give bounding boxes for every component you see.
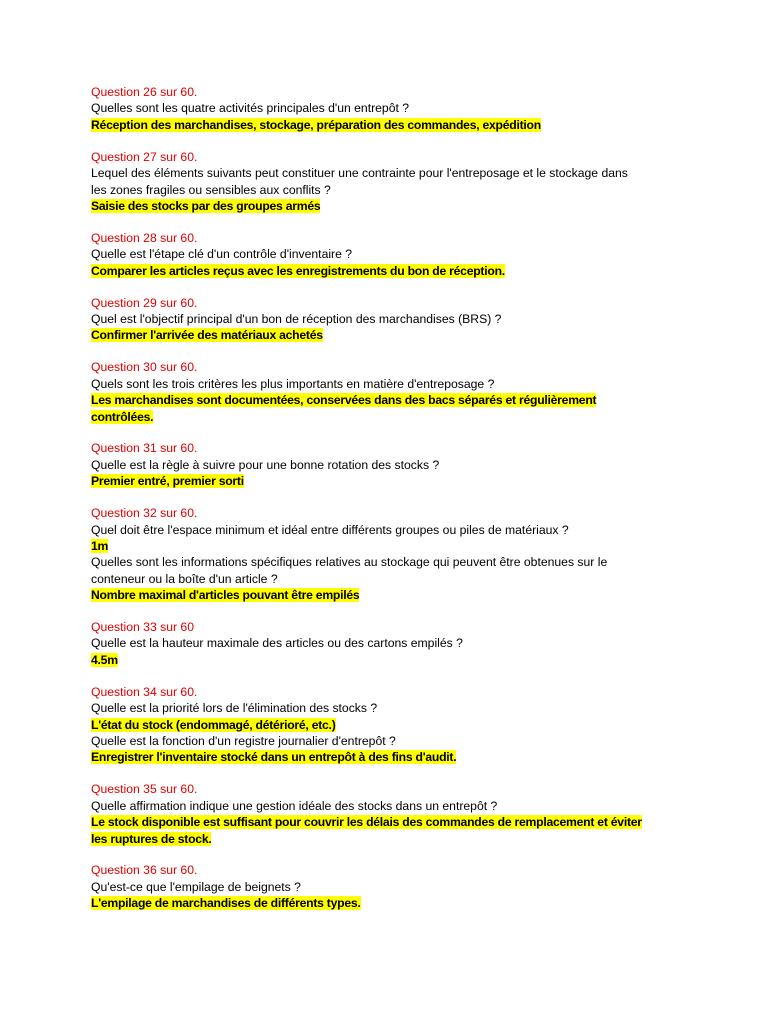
question-number: Question 31 sur 60. [91,441,198,456]
answer-line [91,392,681,408]
question-number: Question 35 sur 60. [91,782,198,797]
answer-line [91,587,681,603]
question-number: Question 34 sur 60. [91,684,198,699]
question-block [91,149,681,215]
question-text: Quelle est la fonction d'un registre journalier d'entrepôt ? [91,734,396,748]
question-text: conteneur ou la boîte d'un article ? [91,571,278,586]
highlighted-answer: 1m [91,538,109,553]
question-number: Question 27 sur 60. [91,149,198,164]
highlighted-answer: 4.5m [91,652,118,667]
highlighted-answer: Confirmer l'arrivée des matériaux achetés [91,328,323,343]
question-text: les zones fragiles ou sensibles aux conflits ? [91,182,331,197]
answer-line [91,895,681,911]
question-number: Question 32 sur 60. [91,506,198,521]
question-number: Question 29 sur 60. [91,295,198,310]
answer-line [91,117,681,133]
question-number: Question 30 sur 60. [91,360,198,375]
question-block [91,619,681,668]
question-text: Quelle est la hauteur maximale des articles ou des cartons empilés ? [91,636,463,651]
answer-line [91,198,681,214]
highlighted-answer: contrôlées. [91,409,154,424]
question-block [91,359,681,425]
answer-line [91,814,681,830]
qa-content [91,84,681,927]
question-text: Lequel des éléments suivants peut constituer une contrainte pour l'entreposage et le stockage dans [91,166,628,181]
highlighted-answer: Les marchandises sont documentées, conservées dans des bacs séparés et régulièrement [91,393,597,408]
question-block [91,295,681,344]
highlighted-answer: L'état du stock (endommagé, détérioré, etc.) [91,717,336,732]
question-text: Quels sont les trois critères les plus importants en matière d'entreposage ? [91,376,495,391]
question-text: Qu'est-ce que l'empilage de beignets ? [91,879,301,894]
question-block [91,440,681,489]
highlighted-answer: L'empilage de marchandises de différents types. [91,896,361,911]
question-text: Quelle affirmation indique une gestion idéale des stocks dans un entrepôt ? [91,798,498,813]
question-block [91,230,681,279]
answer-line [91,473,681,489]
highlighted-answer: Nombre maximal d'articles pouvant être empilés [91,588,360,603]
highlighted-answer: Le stock disponible est suffisant pour couvrir les délais des commandes de remplacement et éviter [91,815,642,830]
answer-line [91,717,681,733]
highlighted-answer: Enregistrer l'inventaire stocké dans un entrepôt à des fins d'audit. [91,750,457,765]
question-text: Quel doit être l'espace minimum et idéal entre différents groupes ou piles de matériaux ? [91,522,569,537]
question-text: Quelles sont les informations spécifiques relatives au stockage qui peuvent être obtenues sur le [91,555,608,570]
highlighted-answer: les ruptures de stock. [91,831,212,846]
question-number: Question 33 sur 60 [91,620,194,635]
answer-line [91,831,681,847]
question-text: Quelle est la priorité lors de l'élimination des stocks ? [91,701,378,716]
answer-line [91,327,681,343]
question-text: Quelles sont les quatre activités principales d'un entrepôt ? [91,101,410,116]
question-number: Question 26 sur 60. [91,85,198,99]
answer-line [91,538,681,554]
question-text: Quel est l'objectif principal d'un bon de réception des marchandises (BRS) ? [91,311,502,326]
highlighted-answer: Réception des marchandises, stockage, préparation des commandes, expédition [91,117,541,132]
answer-line [91,409,681,425]
question-number: Question 28 sur 60. [91,230,198,245]
highlighted-answer: Saisie des stocks par des groupes armés [91,198,321,213]
question-text: Quelle est l'étape clé d'un contrôle d'inventaire ? [91,247,353,262]
question-block [91,862,681,911]
question-text: Quelle est la règle à suivre pour une bonne rotation des stocks ? [91,457,440,472]
question-block [91,684,681,766]
highlighted-answer: Premier entré, premier sorti [91,474,244,489]
answer-line [91,652,681,668]
question-number: Question 36 sur 60. [91,863,198,878]
answer-line [91,263,681,279]
highlighted-answer: Comparer les articles reçus avec les enregistrements du bon de réception. [91,263,505,278]
question-block [91,84,681,133]
question-block [91,781,681,847]
answer-line [91,749,681,765]
question-block [91,505,681,603]
